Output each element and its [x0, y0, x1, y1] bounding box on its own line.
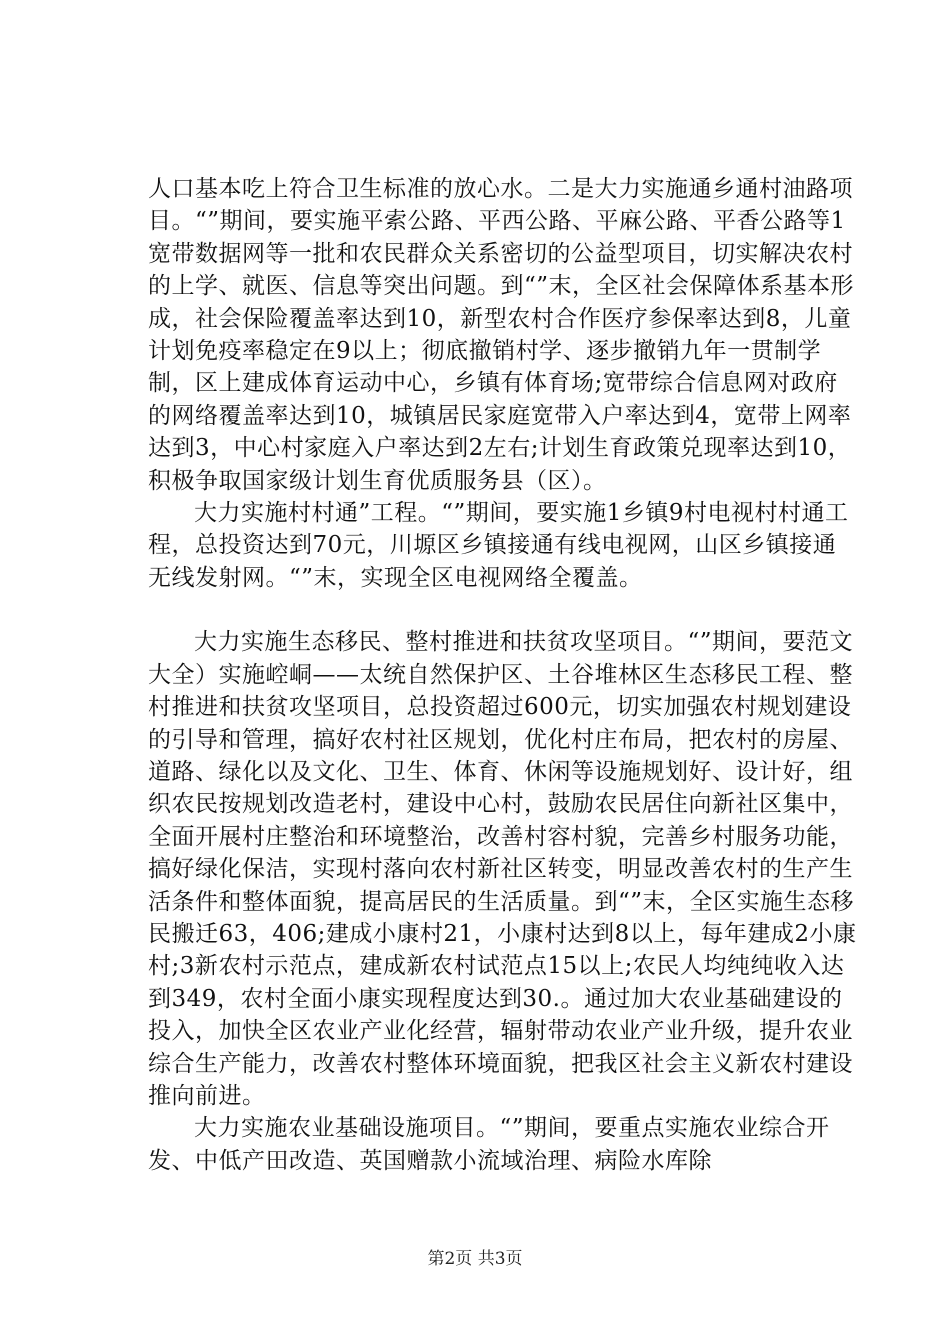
document-body — [148, 173, 858, 1177]
paragraph-1: 人口基本吃上符合卫生标准的放心水。二是大力实施通乡通村油路项目。“”期间，要实施平索公路、平西公路、平麻公路、平香公路等1宽带数据网等一批和农民群众关系密切的公益型项目，切实解决农村的上学、就医、信息等突出问题。到“”末，全区社会保障体系基本形成，社会保险覆盖率达到10，新型农村合作医疗参保率达到8，儿童计划免疫率稳定在9以上；彻底撤销村学、逐步撤销九年一贯制学制，区上建成体育运动中心，乡镇有体育场;宽带综合信息网对政府的网络覆盖率达到10，城镇居民家庭宽带入户率达到4，宽带上网率达到3，中心村家庭入户率达到2左右;计划生育政策兑现率达到10，积极争取国家级计划生育优质服务县（区）。 — [148, 176, 855, 494]
paragraph-2: 大力实施村村通”工程。“”期间，要实施1乡镇9村电视村村通工程，总投资达到70元，川塬区乡镇接通有线电视网，山区乡镇接通无线发射网。“”末，实现全区电视网络全覆盖。 — [148, 500, 849, 591]
paragraph-4: 大力实施农业基础设施项目。“”期间，要重点实施农业综合开发、中低产田改造、英国赠款小流域治理、病险水库除 — [148, 1115, 830, 1174]
paragraph-3: 大力实施生态移民、整村推进和扶贫攻坚项目。“”期间，要范文大全）实施崆峒——太统自然保护区、土谷堆林区生态移民工程、整村推进和扶贫攻坚项目，总投资超过600元，切实加强农村规划建设的引导和管理，搞好农村社区规划，优化村庄布局，把农村的房屋、道路、绿化以及文化、卫生、体育、休闲等设施规划好、设计好，组织农民按规划改造老村，建设中心村，鼓励农民居住向新社区集中，全面开展村庄整治和环境整治，改善村容村貌，完善乡村服务功能，搞好绿化保洁，实现村落向农村新社区转变，明显改善农村的生产生活条件和整体面貌，提高居民的生活质量。到“”末，全区实施生态移民搬迁63，406;建成小康村21，小康村达到8以上，每年建成2小康村;3新农村示范点，建成新农村试范点15以上;农民人均纯纯收入达到349，农村全面小康实现程度达到30.。通过加大农业基础建设的投入，加快全区农业产业化经营，辐射带动农业产业升级，提升农业综合生产能力，改善农村整体环境面貌，把我区社会主义新农村建设推向前进。 — [148, 629, 857, 1109]
page-footer: 第2页 共3页 — [427, 1249, 523, 1269]
